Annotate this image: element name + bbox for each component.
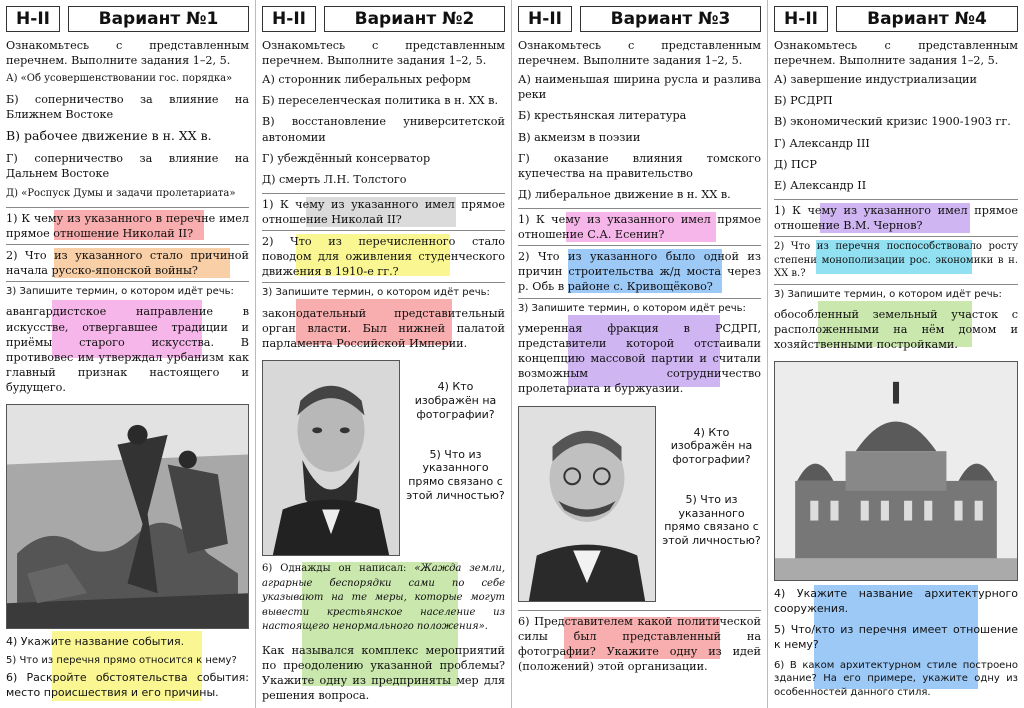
list-item: Е) Александр II bbox=[774, 178, 867, 192]
list-item: А) сторонник либеральных реформ bbox=[262, 73, 471, 87]
question-4: 4) Кто изображён на фотографии? bbox=[414, 380, 497, 421]
question-2: 2) Что из перечисленного стало поводом для оживления студенческого движения в 1910-е гг.? bbox=[262, 235, 505, 279]
question-6-task: Как назывался комплекс мероприятий по преодолению указанной проблемы? Укажите одну из предприняты мер для решения вопроса. bbox=[262, 643, 505, 703]
question-3: 3) Запишите термин, о котором идёт речь: bbox=[262, 287, 490, 299]
variant-title: Вариант №3 bbox=[580, 6, 761, 32]
variant-title: Вариант №4 bbox=[836, 6, 1018, 32]
question-6-lead: 6) Однажды он написал: bbox=[262, 563, 415, 575]
variant-code: Н-II bbox=[518, 6, 572, 32]
question-6: 6) В каком архитектурном стиле построено здание? На его примере, укажите одну из особенностей данного стиля. bbox=[774, 659, 1018, 698]
question-1: 1) К чему из указанного имел прямое отношение В.М. Чернов? bbox=[774, 203, 1018, 232]
question-1: 1) К чему из указанного имел прямое отношение Николай II? bbox=[262, 197, 505, 226]
variant-code: Н-II bbox=[262, 6, 316, 32]
list-item: В) экономический кризис 1900-1903 гг. bbox=[774, 115, 1011, 129]
list-item: А) «Об усовершенствовании гос. порядка» bbox=[6, 73, 233, 85]
quote-text: «Жажда земли, аграрные беспорядки сами по себе указывают на те меры, которые могут вывести крестьянское население из настоящего ненормального положения». bbox=[262, 563, 505, 633]
list-item: Г) оказание влияния томского купечества на правительство bbox=[518, 151, 761, 180]
question-1: 1) К чему из указанного в перечне имел прямое отношение Николай II? bbox=[6, 211, 249, 240]
term-definition: авангардистское направление в искусстве, отвергавшее традиции и приёмы старого искусства. В противовес им утверждал урбанизм как главный признак настоящего и будущего. bbox=[6, 305, 249, 395]
portrait-photo bbox=[262, 360, 400, 556]
building-photo bbox=[774, 361, 1018, 581]
question-4: 4) Укажите название архитектурного сооружения. bbox=[774, 587, 1018, 616]
intro-text: Ознакомьтесь с представленным перечнем. Выполните задания 1–2, 5. bbox=[6, 39, 249, 68]
battle-scene-image bbox=[7, 405, 248, 628]
question-1: 1) К чему из указанного имел прямое отношение С.А. Есенин? bbox=[518, 212, 761, 242]
intro-text: Ознакомьтесь с представленным перечнем. Выполните задания 1–2, 5. bbox=[518, 39, 761, 68]
list-item: Г) убеждённый консерватор bbox=[262, 151, 431, 165]
event-photo bbox=[6, 404, 249, 629]
list-item: А) завершение индустриализации bbox=[774, 73, 977, 87]
man-portrait-image bbox=[263, 361, 399, 555]
intro-text: Ознакомьтесь с представленным перечнем. Выполните задания 1–2, 5. bbox=[774, 39, 1018, 68]
question-3: 3) Запишите термин, о котором идёт речь: bbox=[518, 302, 746, 314]
question-2: 2) Что из перечня поспособствовало росту степени монополизации рос. экономики в н. XX в.? bbox=[774, 241, 1018, 280]
question-2: 2) Что из указанного было одной из причин строительства ж/д моста через р. Обь в районе с. Кривощёково? bbox=[518, 250, 761, 294]
variant-code: Н-II bbox=[774, 6, 828, 32]
question-3: 3) Запишите термин, о котором идёт речь: bbox=[6, 285, 234, 297]
question-6: 6) Раскройте обстоятельства события: место происшествия и его причины. bbox=[6, 671, 249, 700]
variant-3-column bbox=[512, 0, 768, 708]
variant-title: Вариант №1 bbox=[68, 6, 249, 32]
list-item: Б) РСДРП bbox=[774, 94, 833, 108]
question-2: 2) Что из указанного стало причиной начала русско-японской войны? bbox=[6, 248, 249, 277]
intro-text: Ознакомьтесь с представленным перечнем. Выполните задания 1–2, 5. bbox=[262, 39, 505, 68]
question-5: 5) Что из перечня прямо относится к нему? bbox=[6, 654, 237, 666]
question-5: 5) Что из указанного прямо связано с этой личностью? bbox=[406, 447, 505, 502]
question-6: 6) Представителем какой политической силы был представленный на фотографии? Укажите одну из идей (положений) этой организации. bbox=[518, 614, 761, 673]
list-item: Г) соперничество за влияние на Дальнем Востоке bbox=[6, 151, 249, 180]
question-5: 5) Что/кто из перечня имеет отношение к нему? bbox=[774, 623, 1018, 651]
list-item: Б) переселенческая политика в н. XX в. bbox=[262, 94, 499, 108]
question-5: 5) Что из указанного прямо связано с этой личностью? bbox=[662, 492, 761, 548]
question-4: 4) Кто изображён на фотографии? bbox=[670, 425, 753, 467]
list-item: В) акмеизм в поэзии bbox=[518, 130, 641, 144]
list-item: Д) ПСР bbox=[774, 157, 817, 171]
question-3: 3) Запишите термин, о котором идёт речь: bbox=[774, 288, 1002, 300]
variant-1-column bbox=[0, 0, 256, 708]
variant-title: Вариант №2 bbox=[324, 6, 505, 32]
list-item: Д) «Роспуск Думы и задачи пролетариата» bbox=[6, 188, 236, 200]
term-definition: умеренная фракция в РСДРП, представители которой отстаивали концепцию массовой партии и считали возможным сотрудничество пролетариата и буржуазии. bbox=[518, 322, 761, 396]
cathedral-image bbox=[775, 362, 1017, 580]
list-item: Д) либеральное движение в н. XX в. bbox=[518, 187, 731, 201]
variant-4-column bbox=[768, 0, 1024, 708]
list-item: В) восстановление университетской автономии bbox=[262, 115, 505, 144]
list-item: Г) Александр III bbox=[774, 136, 870, 150]
list-item: В) рабочее движение в н. XX в. bbox=[6, 127, 212, 143]
portrait-photo bbox=[518, 406, 656, 602]
list-item: Б) соперничество за влияние на Ближнем Востоке bbox=[6, 92, 249, 121]
variant-2-column bbox=[256, 0, 512, 708]
list-item: Д) смерть Л.Н. Толстого bbox=[262, 172, 407, 186]
question-4: 4) Укажите название события. bbox=[6, 635, 185, 649]
list-item: А) наименьшая ширина русла и разлива реки bbox=[518, 73, 761, 102]
term-definition: обособленный земельный участок с расположенными на нём домом и хозяйственными постройками. bbox=[774, 308, 1018, 352]
term-definition: законодательный представительный орган власти. Был нижней палатой парламента Российской Империи. bbox=[262, 306, 505, 351]
list-item: Б) крестьянская литература bbox=[518, 109, 687, 123]
variant-code: Н-II bbox=[6, 6, 60, 32]
man-portrait-image bbox=[519, 407, 655, 601]
